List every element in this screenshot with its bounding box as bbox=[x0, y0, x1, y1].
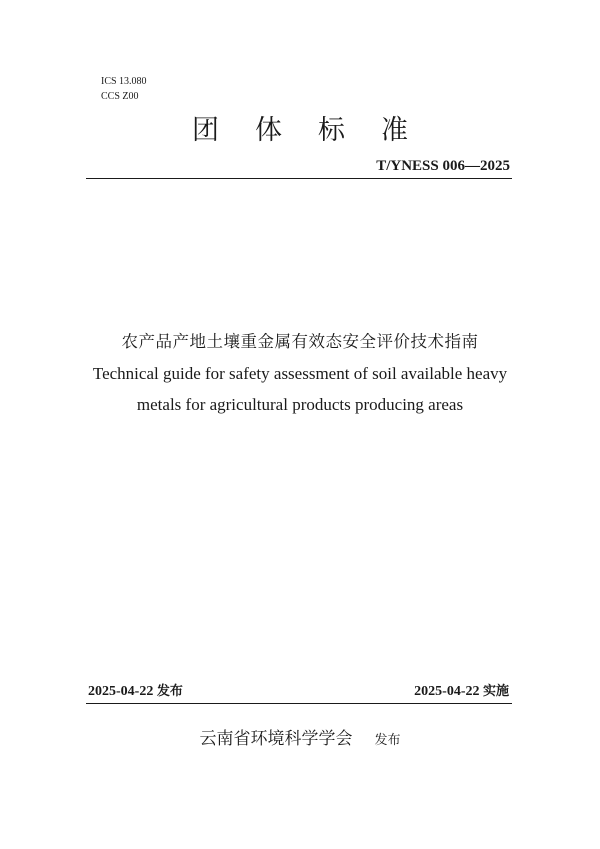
standard-number: T/YNESS 006—2025 bbox=[376, 158, 510, 174]
document-title-english-line2: metals for agricultural products producing areas bbox=[136, 395, 464, 414]
document-title-english-line1: Technical guide for safety assessment of soil available heavy bbox=[92, 364, 508, 383]
issuer-action: 发布 bbox=[374, 733, 401, 748]
ccs-code: CCS Z00 bbox=[101, 91, 139, 102]
implement-date-label: 实施 bbox=[482, 684, 509, 699]
implement-date bbox=[414, 680, 509, 700]
header-divider bbox=[86, 178, 512, 179]
classification-codes bbox=[101, 74, 147, 104]
footer-divider bbox=[86, 703, 512, 704]
standard-type-heading: 团体标准 bbox=[192, 115, 444, 146]
publish-date bbox=[88, 680, 183, 700]
document-title-chinese: 农产品产地土壤重金属有效态安全评价技术指南 bbox=[121, 332, 479, 351]
ics-code: ICS 13.080 bbox=[101, 76, 147, 87]
issuing-organization bbox=[0, 724, 600, 749]
issuer-name: 云南省环境科学学会 bbox=[199, 729, 353, 749]
publish-date-label: 发布 bbox=[156, 684, 183, 699]
implement-date-value: 2025-04-22 bbox=[414, 684, 480, 699]
publish-date-value: 2025-04-22 bbox=[88, 684, 154, 699]
